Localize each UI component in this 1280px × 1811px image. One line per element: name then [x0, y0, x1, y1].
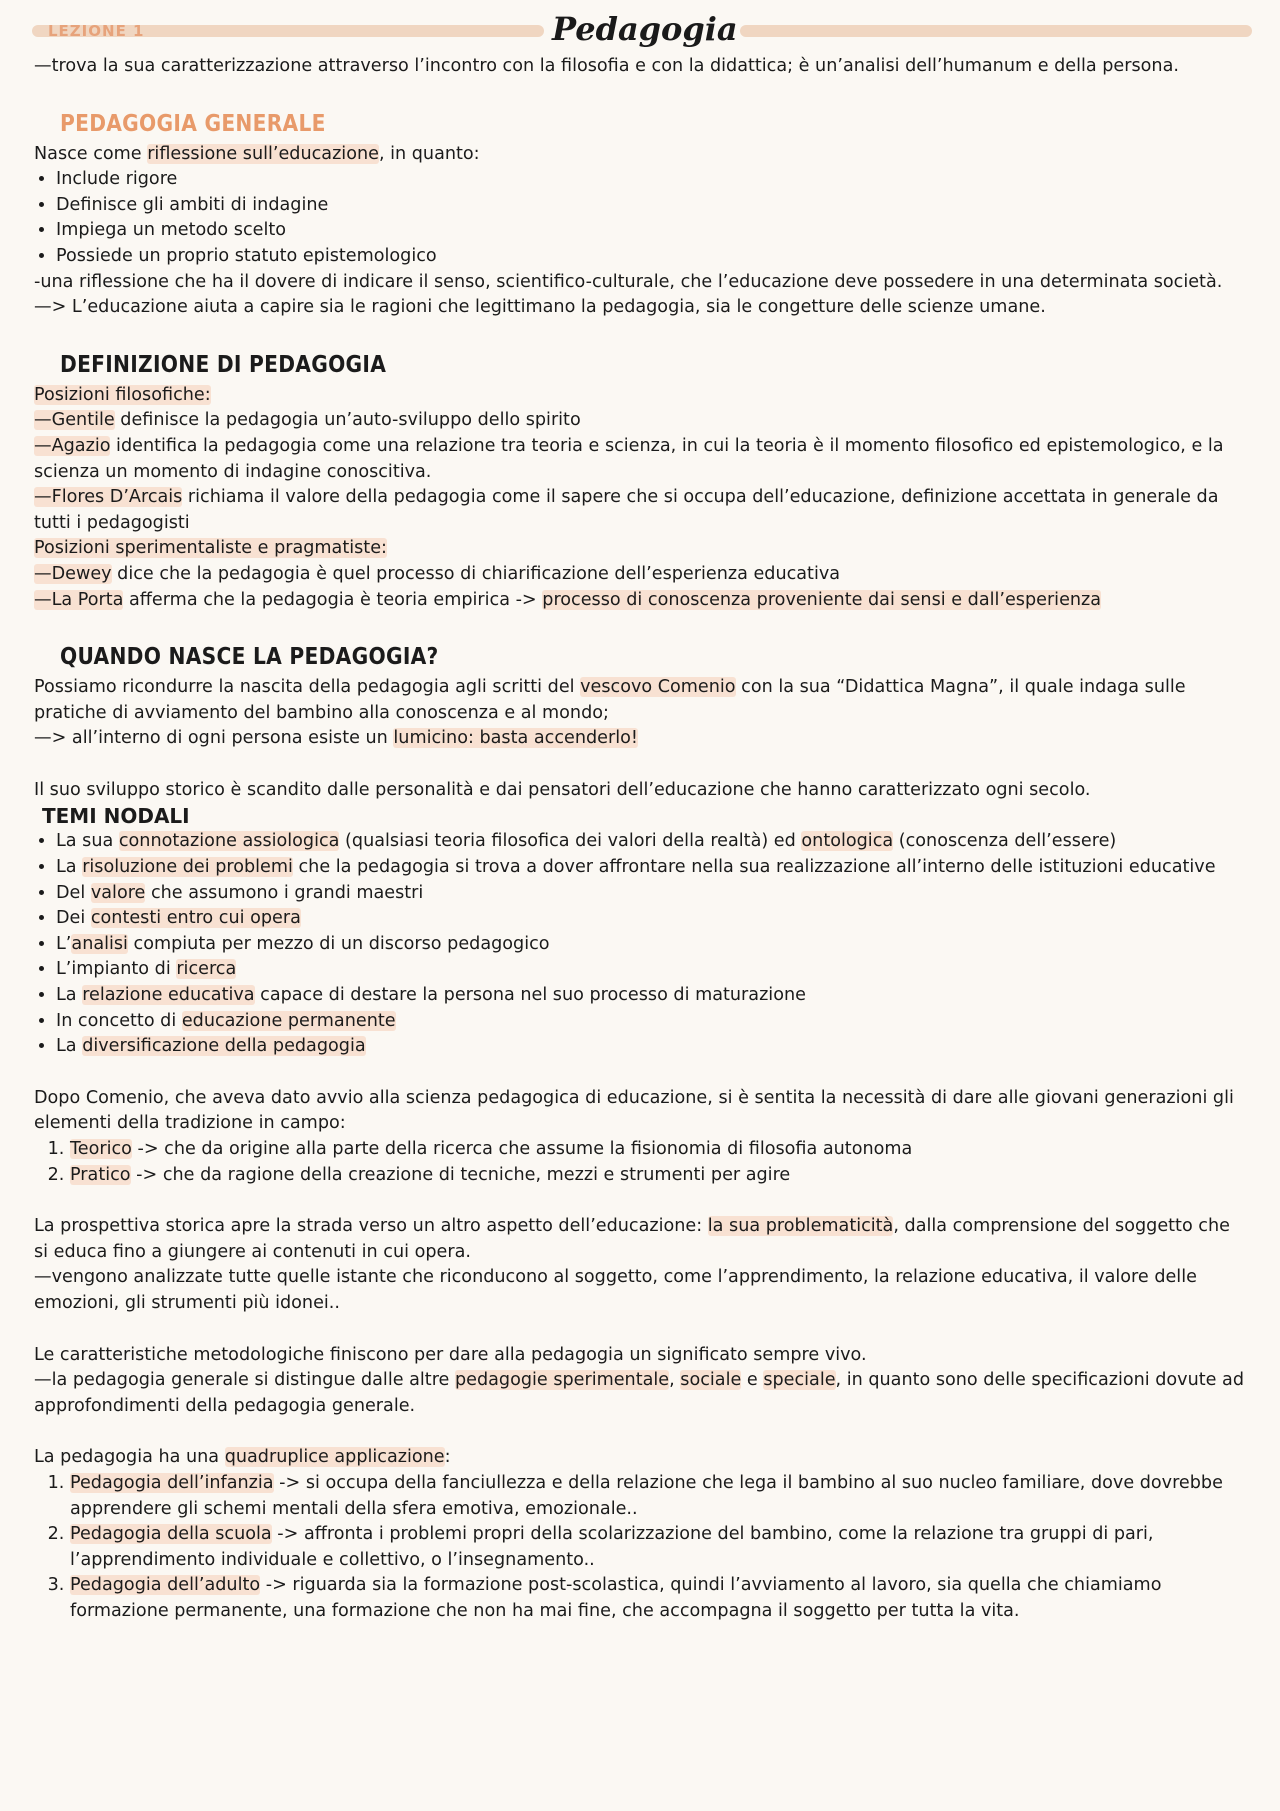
list-item: 3. Pedagogia dell’adulto -> riguarda sia la formazione post-scolastica, quindi l’avviamento al lavoro, sia quella che chiamiamo formazione permanente, una formazione che non ha mai fine, che accompagna il soggetto per tutta la vita.: [70, 1573, 1244, 1624]
s3-paragraph-1: Possiamo ricondurre la nascita della pedagogia agli scritti del vescovo Comenio con la sua “Didattica Magna”, il quale indaga sulle pratiche di avviamento del bambino alla conoscenza e al mondo;: [34, 677, 1186, 723]
list-item: • Impiega un metodo scelto: [56, 218, 1244, 244]
temi-nodali-list: [34, 829, 1244, 1059]
list-item: • In concetto di educazione permanente: [56, 1009, 1244, 1035]
s4-paragraph-1: Dopo Comenio, che aveva dato avvio alla scienza pedagogica di educazione, si è sentita la necessità di dare alle giovani generazioni gli elementi della tradizione in campo:: [34, 1087, 1234, 1134]
list-item: • L’impianto di ricerca: [56, 957, 1244, 983]
s1-lead: Nasce come riflessione sull’educazione, in quanto:: [34, 143, 480, 164]
list-item: • La diversificazione della pedagogia: [56, 1034, 1244, 1060]
def-dewey: —Dewey dice che la pedagogia è quel processo di chiarificazione dell’esperienza educativa: [34, 563, 841, 584]
intro-text: —trova la sua caratterizzazione attraverso l’incontro con la filosofia e con la didattica; è un’analisi dell’humanum e della persona.: [34, 56, 1179, 76]
list-item: 2. Pedagogia della scuola -> affronta i problemi propri della scolarizzazione del bambino, come la relazione tra gruppi di pari, l’apprendimento individuale e collettivo, o l’insegnamento..: [70, 1522, 1244, 1573]
s1-bullet-list: [34, 167, 1244, 269]
list-item: • Definisce gli ambiti di indagine: [56, 193, 1244, 219]
section-heading-definizione: DEFINIZIONE DI PEDAGOGIA: [60, 351, 387, 378]
page-title: Pedagogia: [552, 10, 738, 48]
def-agazio: —Agazio identifica la pedagogia come una relazione tra teoria e scienza, in cui la teoria è il momento filosofico ed epistemologico, e la scienza un momento di indagine conoscitiva.: [34, 435, 1224, 482]
lesson-label: LEZIONE 1: [48, 22, 145, 40]
notes-content: [34, 54, 1244, 1625]
section-heading-pedagogia-generale: PEDAGOGIA GENERALE: [60, 110, 326, 137]
list-item: • Include rigore: [56, 167, 1244, 193]
list-item: • La sua connotazione assiologica (qualsiasi teoria filosofica dei valori della realtà) ed ontologica (conoscenza dell’essere): [56, 829, 1244, 855]
list-item: • La relazione educativa capace di destare la persona nel suo processo di maturazione: [56, 983, 1244, 1009]
list-item: 1. Teorico -> che da origine alla parte della ricerca che assume la fisionomia di filosofia autonoma: [70, 1137, 1244, 1163]
s3-paragraph-2: —> all’interno di ogni persona esiste un lumicino: basta accenderlo!: [34, 728, 638, 749]
list-item: • L’analisi compiuta per mezzo di un discorso pedagogico: [56, 932, 1244, 958]
experimental-positions-label: Posizioni sperimentaliste e pragmatiste:: [34, 538, 387, 559]
list-item: • Dei contesti entro cui opera: [56, 906, 1244, 932]
def-flores: —Flores D’Arcais richiama il valore della pedagogia come il sapere che si occupa dell’educazione, definizione accettata in generale da tutti i pedagogisti: [34, 487, 1219, 533]
s4-paragraph-2: La prospettiva storica apre la strada verso un altro aspetto dell’educazione: la sua problematicità, dalla comprensione del soggetto che si educa fino a giungere ai contenuti in cui opera.: [34, 1216, 1230, 1262]
list-item: • Possiede un proprio statuto epistemologico: [56, 244, 1244, 270]
list-item: • La risoluzione dei problemi che la pedagogia si trova a dover affrontare nella sua realizzazione all’interno delle istituzioni educative: [56, 855, 1244, 881]
list-item: 1. Pedagogia dell’infanzia -> si occupa della fanciullezza e della relazione che lega il bambino al suo nucleo familiare, dove dovrebbe apprendere gli schemi mentali della sfera emotiva, emozionale..: [70, 1471, 1244, 1522]
def-gentile: —Gentile definisce la pedagogia un’auto-sviluppo dello spirito: [34, 410, 581, 431]
def-la-porta: —La Porta afferma che la pedagogia è teoria empirica -> processo di conoscenza proveniente dai sensi e dall’esperienza: [34, 589, 1102, 610]
temi-nodali-heading: TEMI NODALI: [42, 804, 190, 829]
applications-list: [34, 1471, 1244, 1625]
tradition-list: [34, 1137, 1244, 1188]
list-item: 2. Pratico -> che da ragione della creazione di tecniche, mezzi e strumenti per agire: [70, 1163, 1244, 1189]
s4-paragraph-4: Le caratteristiche metodologiche finiscono per dare alla pedagogia un significato sempre vivo.: [34, 1344, 867, 1365]
philosophical-positions-label: Posizioni filosofiche:: [34, 384, 211, 405]
page-header: [32, 10, 1252, 48]
header-bar-right: [740, 25, 1252, 37]
section-heading-quando-nasce: QUANDO NASCE LA PEDAGOGIA?: [60, 644, 439, 671]
s1-paragraph-2: —> L’educazione aiuta a capire sia le ragioni che legittimano la pedagogia, sia le congetture delle scienze umane.: [34, 297, 1046, 318]
s4-paragraph-5: —la pedagogia generale si distingue dalle altre pedagogie sperimentale, sociale e speciale, in quanto sono delle specificazioni dovute ad approfondimenti della pedagogia generale.: [34, 1370, 1245, 1416]
s4-paragraph-6: La pedagogia ha una quadruplice applicazione:: [34, 1447, 451, 1468]
s1-paragraph-1: -una riflessione che ha il dovere di indicare il senso, scientifico-culturale, che l’educazione deve possedere in una determinata società.: [34, 271, 1223, 292]
s3-paragraph-3: Il suo sviluppo storico è scandito dalle personalità e dai pensatori dell’educazione che hanno caratterizzato ogni secolo.: [34, 779, 1091, 800]
list-item: • Del valore che assumono i grandi maestri: [56, 881, 1244, 907]
s4-paragraph-3: —vengono analizzate tutte quelle istante che riconducono al soggetto, come l’apprendimento, la relazione educativa, il valore delle emozioni, gli strumenti più idonei..: [34, 1267, 1197, 1313]
